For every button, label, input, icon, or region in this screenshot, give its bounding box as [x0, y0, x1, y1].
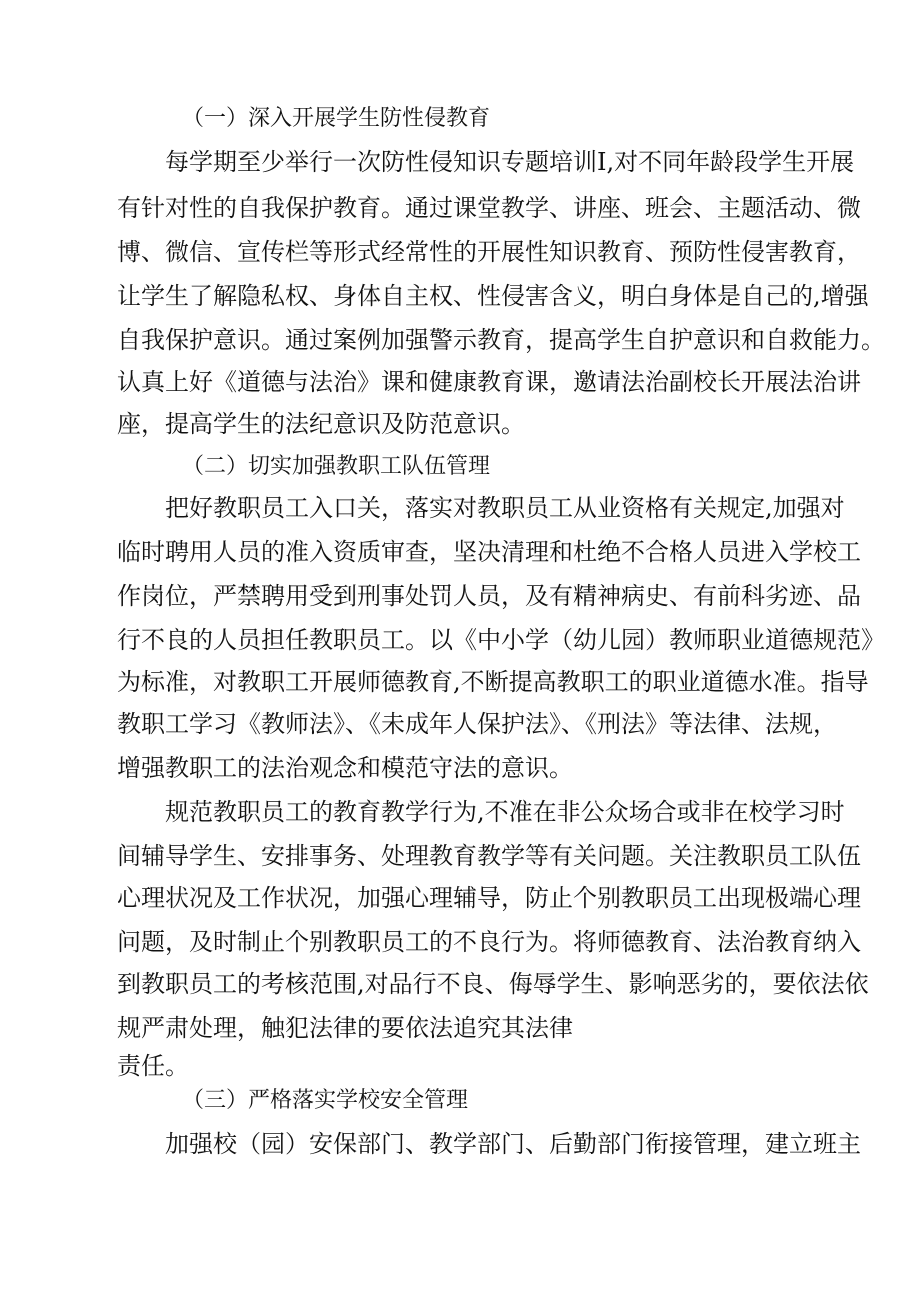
text-line: 有针对性的自我保护教育。通过课堂教学、讲座、班会、主题活动、微: [117, 194, 861, 222]
text-line: 认真上好《道德与法治》课和健康教育课，邀请法治副校长开展法治讲: [117, 368, 861, 396]
text-line: 博、微信、宣传栏等形式经常性的开展性知识教育、预防性侵害教育，: [117, 238, 861, 266]
text-line: 规严肃处理，触犯法律的要依法追究其法律: [117, 1014, 573, 1042]
text-line: 每学期至少举行一次防性侵知识专题培训I,对不同年龄段学生开展: [165, 148, 855, 176]
text-line: 教职工学习《教师法》、《未成年人保护法》、《刑法》等法律、法规，: [117, 710, 837, 738]
text-line: 加强校（园）安保部门、教学部门、后勤部门衔接管理，建立班主: [165, 1130, 861, 1158]
text-line: 临时聘用人员的准入资质审查，坚决清理和杜绝不合格人员进入学校工: [117, 538, 861, 566]
text-line: 责任。: [117, 1052, 189, 1080]
text-line: 规范教职员工的教育教学行为,不准在非公众场合或非在校学习时: [165, 798, 845, 826]
section-heading-2: （二）切实加强教职工队伍管理: [182, 454, 491, 479]
text-line: 问题，及时制止个别教职员工的不良行为。将师德教育、法治教育纳入: [117, 928, 861, 956]
text-line: 作岗位，严禁聘用受到刑事处罚人员，及有精神病史、有前科劣迹、品: [117, 582, 861, 610]
section-heading-3: （三）严格落实学校安全管理: [182, 1088, 469, 1113]
text-line: 为标准，对教职工开展师德教育,不断提高教职工的职业道德水准。指导: [117, 668, 869, 696]
section-heading-1: （一）深入开展学生防性侵教育: [182, 106, 491, 131]
text-line: 把好教职员工入口关，落实对教职员工从业资格有关规定,加强对: [165, 494, 845, 522]
text-line: 自我保护意识。通过案例加强警示教育，提高学生自护意识和自救能力。: [117, 326, 885, 354]
text-line: 心理状况及工作状况，加强心理辅导，防止个别教职员工出现极端心理: [117, 884, 861, 912]
text-line: 行不良的人员担任教职员工。以《中小学（幼儿园）教师职业道德规范》: [117, 626, 885, 654]
text-line: 到教职员工的考核范围,对品行不良、侮辱学生、影响恶劣的，要依法依: [117, 970, 869, 998]
text-line: 座，提高学生的法纪意识及防范意识。: [117, 410, 525, 438]
text-line: 增强教职工的法治观念和模范守法的意识。: [117, 754, 573, 782]
text-line: 间辅导学生、安排事务、处理教育教学等有关问题。关注教职员工队伍: [117, 842, 861, 870]
text-line: 让学生了解隐私权、身体自主权、性侵害含义，明白身体是自己的,增强: [117, 282, 869, 310]
